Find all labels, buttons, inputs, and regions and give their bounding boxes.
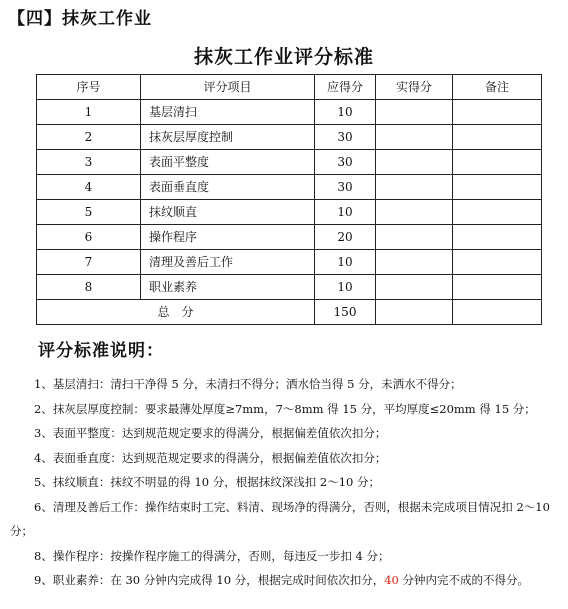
explanation-heading: 评分标准说明： (38, 341, 164, 361)
row-item: 操作程序 (141, 225, 315, 250)
row-actual-score (376, 200, 453, 225)
table-row (37, 225, 542, 250)
row-full-score: 10 (315, 275, 376, 300)
header-full-score: 应得分 (315, 75, 376, 100)
row-item: 表面平整度 (141, 150, 315, 175)
header-actual-score: 实得分 (376, 75, 453, 100)
rules-list (10, 372, 560, 593)
row-actual-score (376, 100, 453, 125)
table-row (37, 125, 542, 150)
total-label: 总分 (37, 300, 315, 325)
row-full-score: 30 (315, 175, 376, 200)
row-item: 抹纹顺直 (141, 200, 315, 225)
scoring-table (36, 74, 542, 325)
rule-9-text-after: 分钟内完不成的不得分。 (398, 573, 529, 587)
row-note (453, 225, 542, 250)
table-row (37, 250, 542, 275)
row-no: 8 (37, 275, 141, 300)
row-item: 职业素养 (141, 275, 315, 300)
rule-item-9 (10, 568, 560, 593)
total-full-score: 150 (315, 300, 376, 325)
row-note (453, 150, 542, 175)
table-row (37, 275, 542, 300)
row-full-score: 30 (315, 125, 376, 150)
header-no: 序号 (37, 75, 141, 100)
row-no: 6 (37, 225, 141, 250)
row-item: 抹灰层厚度控制 (141, 125, 315, 150)
row-item: 表面垂直度 (141, 175, 315, 200)
rule-item: 3、表面平整度：达到规范规定要求的得满分，根据偏差值依次扣分； (34, 426, 387, 440)
document-title: 抹灰工作业评分标准 (193, 46, 374, 68)
total-note (453, 300, 542, 325)
table-row (37, 200, 542, 225)
row-no: 7 (37, 250, 141, 275)
rule-item: 1、基层清扫：清扫干净得 5 分，未清扫不得分；洒水恰当得 5 分，未洒水不得分； (34, 377, 462, 391)
table-row (37, 175, 542, 200)
row-actual-score (376, 225, 453, 250)
row-note (453, 125, 542, 150)
rule-item: 8、操作程序：按操作程序施工的得满分，否则，每违反一步扣 4 分； (34, 548, 390, 563)
table-header-row (37, 75, 542, 100)
header-item: 评分项目 (141, 75, 315, 100)
row-no: 4 (37, 175, 141, 200)
row-full-score: 10 (315, 200, 376, 225)
row-no: 5 (37, 200, 141, 225)
rule-item: 5、抹纹顺直：抹纹不明显的得 10 分，根据抹纹深浅扣 2～10 分； (34, 475, 381, 489)
row-note (453, 275, 542, 300)
header-note: 备注 (453, 75, 542, 100)
row-full-score: 30 (315, 150, 376, 175)
row-actual-score (376, 175, 453, 200)
table-row (37, 150, 542, 175)
row-full-score: 10 (315, 250, 376, 275)
rule-item: 4、表面垂直度：达到规范规定要求的得满分，根据偏差值依次扣分； (34, 450, 387, 465)
row-actual-score (376, 150, 453, 175)
rule-9-text-before: 9、职业素养：在 30 分钟内完成得 10 分，根据完成时间依次扣分， (34, 573, 385, 587)
row-note (453, 250, 542, 275)
total-row (37, 300, 542, 325)
row-note (453, 175, 542, 200)
row-full-score: 10 (315, 100, 376, 125)
rule-9-highlight: 40 (384, 573, 399, 587)
row-item: 清理及善后工作 (141, 250, 315, 275)
section-heading: 【四】抹灰工作业 (8, 9, 152, 29)
row-item: 基层清扫 (141, 100, 315, 125)
row-actual-score (376, 275, 453, 300)
row-actual-score (376, 125, 453, 150)
row-no: 1 (37, 100, 141, 125)
rule-item: 6、清理及善后工作：操作结束时工完、料清、现场净的得满分，否则，根据未完成项目情况扣 2～10 分； (10, 499, 550, 538)
row-no: 2 (37, 125, 141, 150)
rule-item: 2、抹灰层厚度控制：要求最薄处厚度≥7mm，7～8mm 得 15 分，平均厚度≤20mm 得 15 分； (34, 401, 536, 416)
total-actual-score (376, 300, 453, 325)
row-note (453, 200, 542, 225)
table-row (37, 100, 542, 125)
row-no: 3 (37, 150, 141, 175)
row-actual-score (376, 250, 453, 275)
row-note (453, 100, 542, 125)
row-full-score: 20 (315, 225, 376, 250)
